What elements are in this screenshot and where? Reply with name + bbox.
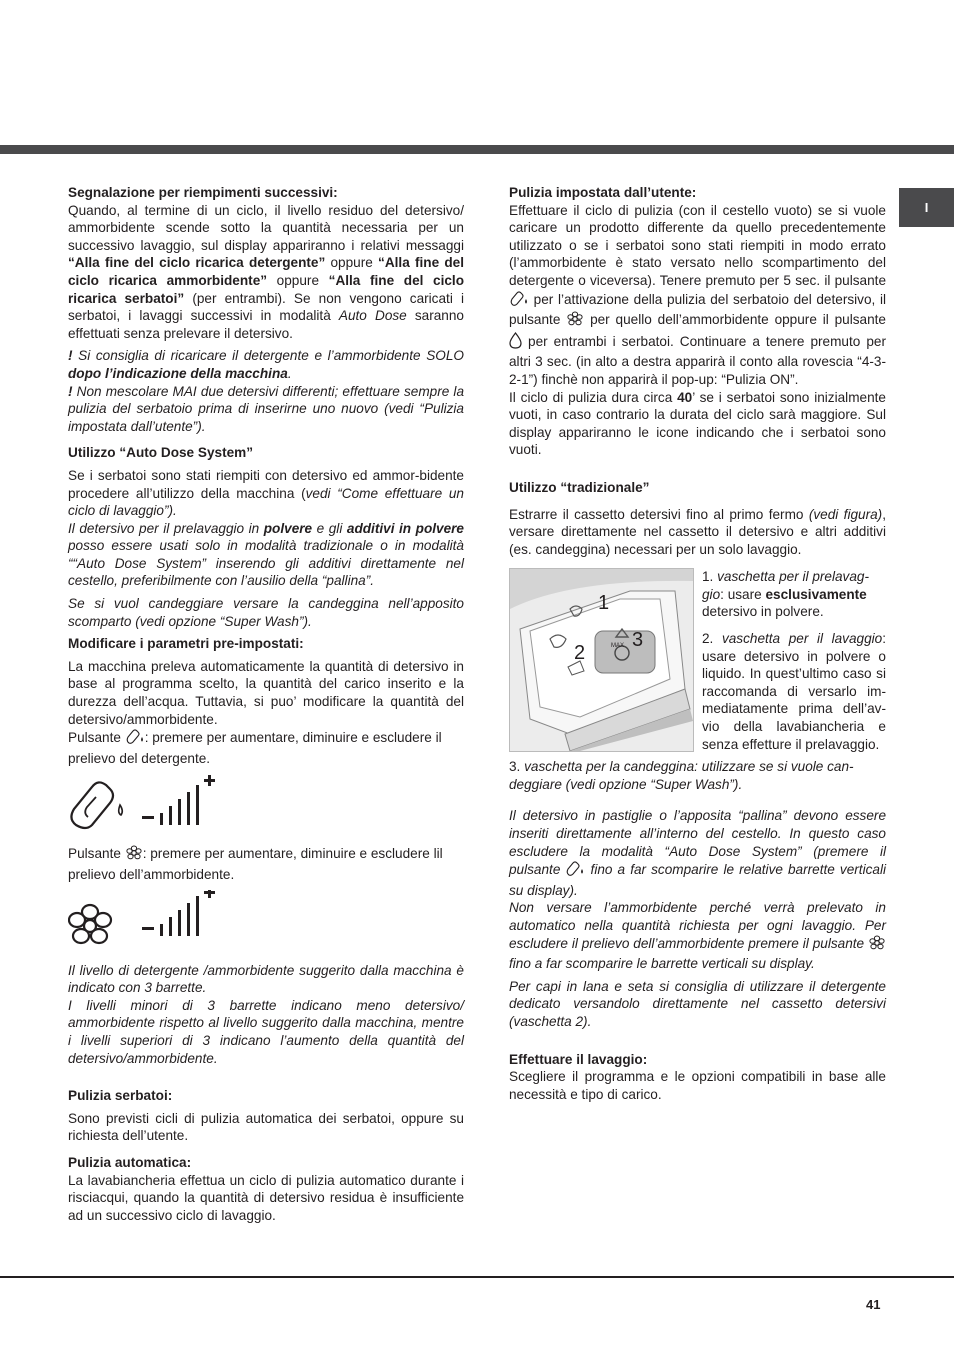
text: , versare direttamente nel cassetto il detersivo e altri additivi (es. candeggina) necessari per un solo lavaggio. xyxy=(509,506,886,557)
text: per entrambi i serbatoi. Continuare a tenere premuto per altri 3 sec. (in alto a destra apparirà il conto alla rovescia “4-3-2-1”) finchè non apparirà il pop-up: “ xyxy=(509,333,886,387)
modify-paragraph: La macchina preleva automaticamente la quantità di detersivo in base al programma scelto, la quantità del carico inserito e la durezza dell’acqua. Tuttavia, si puo’ modificare la quantità del detersivo/ammorbidente. xyxy=(68,658,464,727)
drawer-label-3: 3 xyxy=(632,629,644,652)
message-tanks: “Alla fine del ciclo ricarica serbatoi” xyxy=(68,272,465,306)
level-bars-icon xyxy=(142,775,215,825)
text: oppure xyxy=(267,272,329,288)
text: Pulsante xyxy=(68,730,125,746)
traditional-paragraph xyxy=(509,506,886,559)
detergent-level-illustration xyxy=(68,773,464,841)
text: fino a far scomparire le barrette verticali su display. xyxy=(509,956,815,972)
text: Pulizia ON xyxy=(725,371,791,387)
text: polvere xyxy=(263,520,313,536)
text: : usare detersivo in polvere o liquido. In quest’ultimo caso si raccomanda di versarlo im-mediatamente prima dell’av-vio della lavabiancheria e senza effetture il prelavaggio. xyxy=(702,631,886,752)
drawer-label-2: 2 xyxy=(574,642,586,665)
text: vaschetta per la candeggina: utilizzare se si vuole can-deggiare (vedi opzione “Super Wash”). xyxy=(509,759,854,792)
language-tab-label: I xyxy=(924,200,929,215)
footer-rule xyxy=(0,1276,954,1278)
text: Il detersivo in pastiglie o l’apposita “pallina” devono essere inseriti direttamente all’interno del cestello. In questo caso escludere la modalità “Auto Dose System” (premere il pulsante xyxy=(509,808,886,878)
text: dopo l’indicazione della macchina xyxy=(68,365,288,381)
compartment-2 xyxy=(702,630,886,753)
compartment-1 xyxy=(702,568,886,621)
cleaning-duration-paragraph xyxy=(509,389,886,459)
language-tab xyxy=(899,188,954,227)
softener-note-paragraph xyxy=(509,899,886,972)
user-cleaning-heading: Pulizia impostata dall’utente: xyxy=(509,185,697,200)
refill-heading: Segnalazione per riempimenti successivi: xyxy=(68,185,338,200)
user-cleaning-paragraph xyxy=(509,202,886,389)
traditional-heading: Utilizzo “tradizionale” xyxy=(509,479,650,495)
drawer-max-label: MAX xyxy=(611,643,625,650)
text: . xyxy=(287,365,292,381)
right-column xyxy=(509,184,886,1103)
tank-cleaning-heading: Pulizia serbatoi: xyxy=(68,1088,173,1104)
text: Estrarre il cassetto detersivi fino al primo fermo xyxy=(509,506,809,522)
text: 3. xyxy=(509,759,525,775)
flower-icon xyxy=(868,935,886,956)
text: detersivo in polvere. xyxy=(702,604,824,620)
text: Quando, al termine di un ciclo, il livello residuo del detersivo/ ammorbidente scende sotto la quantità necessaria per un successivo lavaggio, sul display appariranno i relativi messaggi xyxy=(68,202,464,253)
message-detergent: “Alla fine del ciclo ricarica detergente” xyxy=(68,255,326,271)
level-bars-icon xyxy=(142,890,215,936)
detergent-bottle-icon xyxy=(509,290,529,312)
text: 40 xyxy=(677,389,693,405)
text: per l’attivazione della pulizia del serbatoio del detersivo, il pulsante xyxy=(509,291,886,328)
page-number: 41 xyxy=(866,1297,881,1312)
text: saranno effettuati senza prelevare il detersivo. xyxy=(68,308,464,341)
text: Effettuare il ciclo di pulizia (con il cestello vuoto) se si vuole caricare un prodotto differente da quello precedentemente utilizzato o se i serbatoi sono stati riempiti in modo errato (l’ammorbidente è stato versato nello scompartimento del detergente o viceversa). Tenere premuto per 5 sec. il pulsante xyxy=(509,202,886,288)
warning-mix xyxy=(68,383,464,436)
auto-cleaning-paragraph: La lavabiancheria effettua un ciclo di pulizia automatico durante i risciacqui, quando la quantità di detersivo residua è insufficiente ad un successivo ciclo di lavaggio. xyxy=(68,1172,464,1223)
drawer-label-1: 1 xyxy=(598,592,610,615)
flower-icon xyxy=(566,311,584,332)
auto-dose-heading: Utilizzo “Auto Dose System” xyxy=(68,445,254,461)
suggested-level-paragraph: Il livello di detergente /ammorbidente suggerito dalla macchina è indicato con 3 barrette. xyxy=(68,962,464,996)
text: Si consiglia di ricaricare il detergente e l’ammorbidente SOLO xyxy=(72,348,464,364)
auto-cleaning-heading: Pulizia automatica: xyxy=(68,1154,192,1170)
compartment-3 xyxy=(509,758,886,793)
text: Se i serbatoi sono stati riempiti con detersivo ed ammor-bidente procedere all’utilizzo della macchina ( xyxy=(68,467,464,501)
text: (per entrambi). Se non vengono caricati i serbatoi, i lavaggi successivi in modalità xyxy=(68,290,464,324)
tablets-paragraph xyxy=(509,807,886,899)
text: ”. xyxy=(790,371,799,387)
text: Pulsante xyxy=(68,846,125,862)
text: vedi “Come effettuare un ciclo di lavaggio”). xyxy=(68,485,464,519)
text: Non mescolare MAI due detersivi differenti; effettuare sempre la pulizia del serbatoio prima di inserirne uno nuovo (vedi “Pulizia impostata dall’utente”). xyxy=(68,383,464,434)
warning-mark: ! xyxy=(68,383,73,399)
drawer-illustration xyxy=(509,568,694,752)
text: e gli xyxy=(312,520,347,536)
text: (vedi figura) xyxy=(808,506,883,522)
refill-paragraph xyxy=(68,202,464,343)
auto-dose-paragraph xyxy=(68,467,464,520)
detergent-bottle-icon xyxy=(565,860,585,882)
wash-paragraph: Scegliere il programma e le opzioni compatibili in base alle necessità e tipo di carico. xyxy=(509,1069,886,1102)
header-bar xyxy=(0,145,954,154)
detergent-button-paragraph xyxy=(68,728,464,767)
softener-level-illustration xyxy=(68,890,464,958)
flower-icon xyxy=(69,905,111,943)
text: vaschetta per il prelavag-gio xyxy=(702,569,869,602)
text: : premere per aumentare, diminuire e escludere lil prelievo dell’ammorbidente. xyxy=(68,846,443,882)
softener-button-paragraph xyxy=(68,845,464,883)
text: fino a far scomparire le relative barrette verticali su display). xyxy=(509,862,887,898)
text: vaschetta per il lavaggio xyxy=(721,631,883,647)
text: : usare xyxy=(720,586,766,602)
warning-mark: ! xyxy=(68,348,73,364)
levels-paragraph: I livelli minori di 3 barrette indicano meno detersivo/ ammorbidente rispetto al livello suggerito dalla macchina, mentre i livelli superiori di 3 indicano l’aumento della quantità del detersivo/ammorbidente. xyxy=(68,997,464,1066)
detergent-bottle-icon xyxy=(71,783,122,829)
text: Auto Dose xyxy=(338,308,407,324)
flower-icon xyxy=(125,845,143,866)
wool-silk-paragraph: Per capi in lana e seta si consiglia di utilizzare il detergente dedicato versandolo direttamente nel cassetto detersivi (vaschetta 2). xyxy=(509,978,886,1029)
text: Non versare l’ammorbidente perché verrà prelevato in automatico nella quantità richiesta per ogni lavaggio. Per escludere il prelievo dell’ammorbidente premere il pulsante xyxy=(509,900,886,951)
message-softener: “Alla fine del ciclo ricarica ammorbidente” xyxy=(68,255,464,288)
text: 1. xyxy=(702,569,718,585)
warning-refill xyxy=(68,347,464,382)
text: per quello dell’ammorbidente oppure il pulsante xyxy=(584,312,886,328)
drawer-section xyxy=(509,568,886,758)
text: additivi in polvere xyxy=(346,520,464,536)
text: Il detersivo per il prelavaggio in xyxy=(68,520,264,536)
text: Il ciclo di pulizia dura circa xyxy=(509,389,678,405)
detergent-bottle-icon xyxy=(125,728,145,750)
text: oppure xyxy=(325,255,379,271)
text: ’ se i serbatoi sono inizialmente vuoti, in caso contrario la durata del ciclo sarà maggiore. Sul display appariranno le icone indicando che i serbatoi sono vuoti. xyxy=(509,389,886,458)
modify-heading: Modificare i parametri pre-impostati: xyxy=(68,636,304,652)
text: 2. xyxy=(702,631,722,647)
text: esclusivamente xyxy=(765,586,867,602)
drawer-legend xyxy=(702,568,886,753)
bleach-paragraph: Se si vuol candeggiare versare la candeggina nell’apposito scomparto (vedi opzione “Super Wash”). xyxy=(68,596,464,629)
wash-heading: Effettuare il lavaggio: xyxy=(509,1051,648,1067)
tank-cleaning-paragraph: Sono previsti cicli di pulizia automatica dei serbatoi, oppure su richiesta dell’utente. xyxy=(68,1110,464,1144)
prewash-paragraph xyxy=(68,520,464,590)
left-column xyxy=(68,184,464,1224)
text: : premere per aumentare, diminuire e escludere il prelievo del detergente. xyxy=(68,730,442,766)
drop-icon xyxy=(509,332,522,354)
text: posso essere usati solo in modalità tradizionale o in modalità ““Auto Dose System” inserendo gli additivi direttamente nel cestello, preferibilmente con l’ausilio della “pallina”. xyxy=(68,538,464,589)
